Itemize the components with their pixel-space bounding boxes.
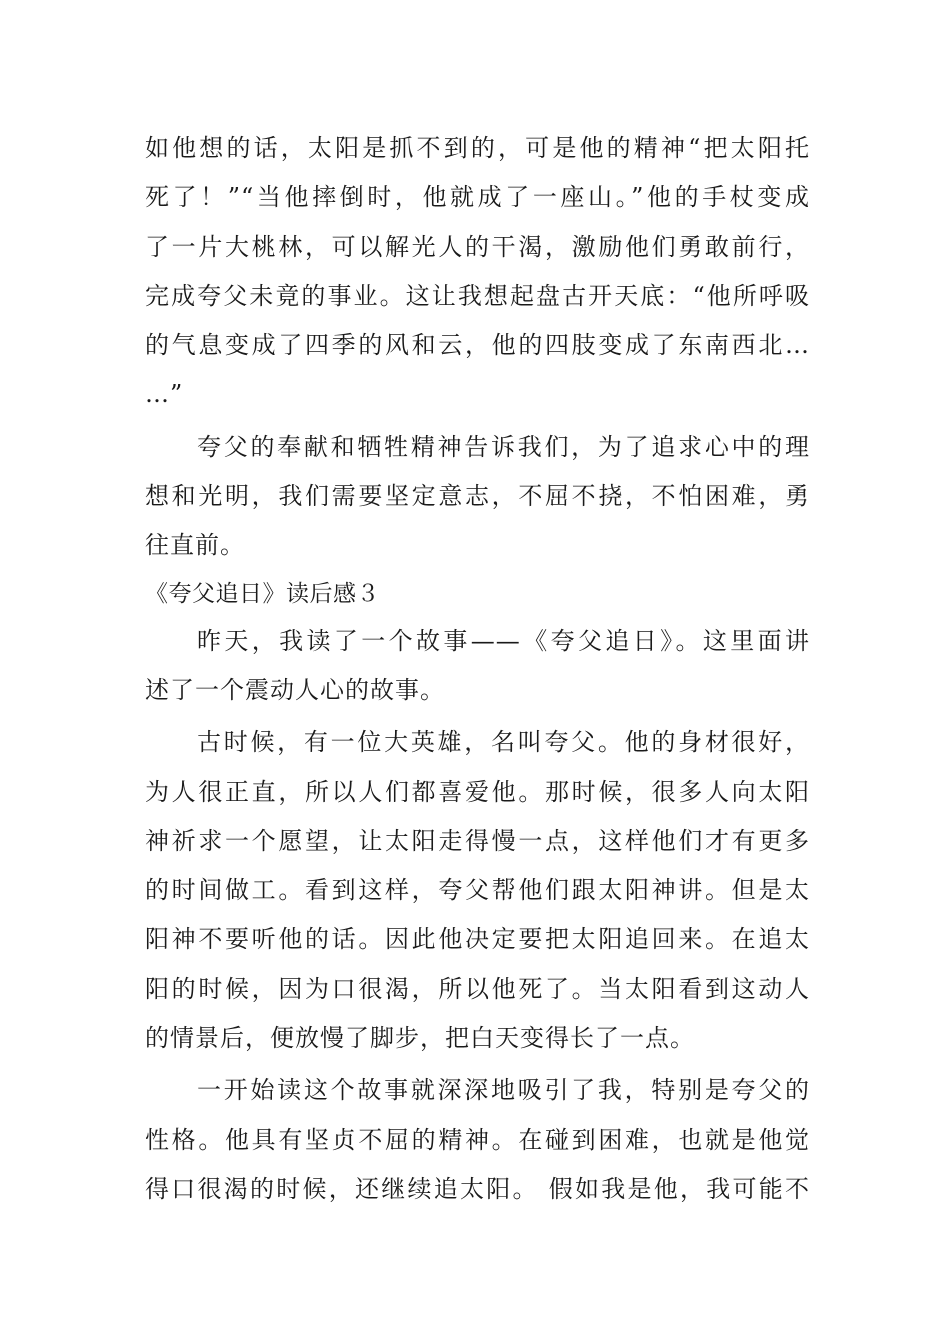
- text-line: 述了一个震动人心的故事。: [145, 675, 445, 704]
- text-line: 阳的时候，因为口很渴，所以他死了。当太阳看到这动人: [145, 974, 810, 1003]
- paragraph: [145, 1066, 810, 1214]
- text-line: 得口很渴的时候，还继续追太阳。 假如我是他，我可能不: [145, 1174, 810, 1203]
- document-body: [145, 124, 810, 1214]
- text-line: 的时间做工。看到这样，夸父帮他们跟太阳神讲。但是太: [145, 876, 810, 905]
- paragraph: [145, 617, 810, 716]
- paragraph: [145, 124, 810, 420]
- text-line: 如他想的话，太阳是抓不到的，可是他的精神“把太阳托: [145, 134, 810, 162]
- paragraph: [145, 718, 810, 1063]
- text-line: 往直前。: [145, 531, 245, 560]
- text-line: 性格。他具有坚贞不屈的精神。在碰到困难，也就是他觉: [145, 1125, 810, 1154]
- text-line: …”: [145, 380, 184, 409]
- paragraph: [145, 423, 810, 571]
- text-line: 夸父的奉献和牺牲精神告诉我们，为了追求心中的理: [197, 432, 810, 461]
- text-line: 死了！”“当他摔倒时，他就成了一座山。”他的手杖变成: [145, 183, 810, 212]
- text-line: 完成夸父未竟的事业。这让我想起盘古开天底：“他所呼吸: [145, 281, 810, 310]
- text-line: 的情景后，便放慢了脚步，把白天变得长了一点。: [145, 1024, 695, 1053]
- text-line: 想和光明，我们需要坚定意志，不屈不挠，不怕困难，勇: [145, 482, 810, 511]
- text-line: 阳神不要听他的话。因此他决定要把太阳追回来。在追太: [145, 925, 810, 954]
- text-line: 一开始读这个故事就深深地吸引了我，特别是夸父的: [197, 1076, 810, 1105]
- text-line: 昨天，我读了一个故事——《夸父追日》。这里面讲: [197, 626, 810, 655]
- text-line: 为人很正直，所以人们都喜爱他。那时候，很多人向太阳: [145, 777, 810, 806]
- text-line: 的气息变成了四季的风和云，他的四肢变成了东南西北…: [145, 331, 810, 360]
- text-line: 神祈求一个愿望，让太阳走得慢一点，这样他们才有更多: [145, 826, 810, 855]
- text-line: 了一片大桃林，可以解光人的干渴，激励他们勇敢前行，: [145, 232, 810, 261]
- section-heading: 《夸父追日》读后感３: [145, 580, 380, 607]
- text-line: 古时候，有一位大英雄，名叫夸父。他的身材很好，: [197, 728, 810, 757]
